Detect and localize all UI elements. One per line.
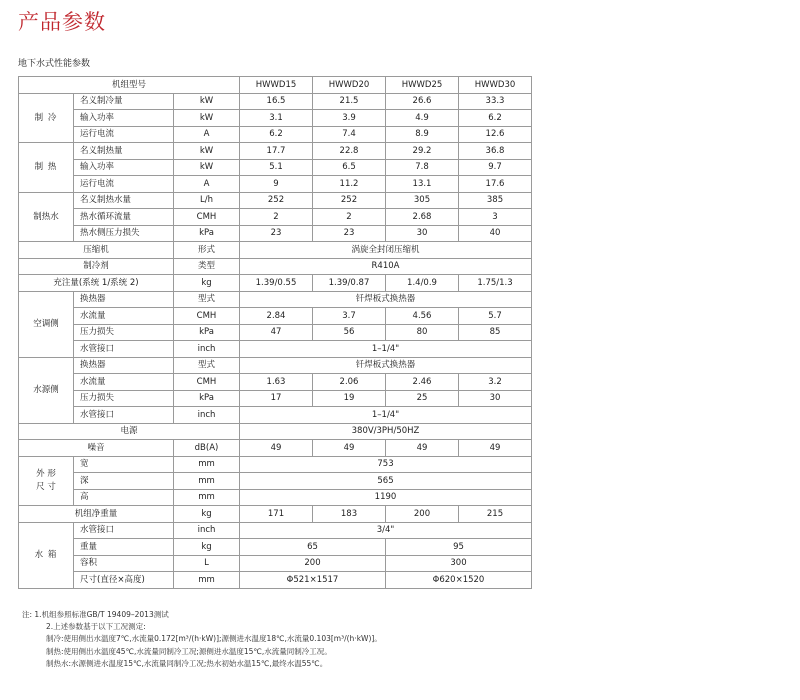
unit-cell: inch — [174, 522, 240, 539]
param-name: 容积 — [74, 555, 174, 572]
value-cell: 3.1 — [240, 110, 313, 127]
param-name: 高 — [74, 489, 174, 506]
section-subtitle: 地下水式性能参数 — [18, 59, 91, 69]
param-name: 输入功率 — [74, 159, 174, 176]
footnote-line: 制冷:使用侧出水温度7℃,水流量0.172[m³/(h·kW)];源侧进水温度18℃,水流量0.103[m³/(h·kW)]。 — [46, 634, 382, 644]
param-name: 运行电流 — [74, 126, 174, 143]
table-row — [19, 159, 532, 176]
category-source-side: 水源侧 — [19, 357, 74, 423]
param-name: 水管接口 — [74, 522, 174, 539]
value-cell: 33.3 — [459, 93, 532, 110]
param-name: 水流量 — [74, 374, 174, 391]
unit-cell: L — [174, 555, 240, 572]
value-cell: 47 — [240, 324, 313, 341]
param-name: 制冷剂 — [19, 258, 174, 275]
param-name: 水管接口 — [74, 341, 174, 358]
value-cell: 19 — [313, 390, 386, 407]
table-row — [19, 456, 532, 473]
unit-cell: kW — [174, 143, 240, 160]
value-cell: 252 — [313, 192, 386, 209]
unit-cell: 型式 — [174, 357, 240, 374]
param-name: 压力损失 — [74, 390, 174, 407]
table-row — [19, 489, 532, 506]
table-row — [19, 110, 532, 127]
value-cell: 17.6 — [459, 176, 532, 193]
value-cell: 钎焊板式换热器 — [240, 291, 532, 308]
value-cell: 1–1/4" — [240, 341, 532, 358]
table-row — [19, 506, 532, 523]
value-cell: 5.7 — [459, 308, 532, 325]
model-header: HWWD20 — [313, 77, 386, 94]
table-row — [19, 258, 532, 275]
unit-cell: mm — [174, 473, 240, 490]
footnote-line: 2.上述参数基于以下工况测定: — [46, 622, 146, 632]
header-row — [19, 77, 532, 94]
value-cell: 1190 — [240, 489, 532, 506]
value-cell: 380V/3PH/50HZ — [240, 423, 532, 440]
unit-cell: kPa — [174, 225, 240, 242]
unit-cell: kW — [174, 159, 240, 176]
table-row — [19, 242, 532, 259]
value-cell: 40 — [459, 225, 532, 242]
value-cell: 36.8 — [459, 143, 532, 160]
value-cell: 3 — [459, 209, 532, 226]
param-name: 运行电流 — [74, 176, 174, 193]
value-cell: 6.2 — [459, 110, 532, 127]
param-name: 宽 — [74, 456, 174, 473]
unit-cell: 类型 — [174, 258, 240, 275]
value-cell: 565 — [240, 473, 532, 490]
value-cell: 9.7 — [459, 159, 532, 176]
footnotes — [22, 609, 382, 670]
unit-cell: kg — [174, 275, 240, 292]
value-cell: 1–1/4" — [240, 407, 532, 424]
table-row — [19, 374, 532, 391]
value-cell: 215 — [459, 506, 532, 523]
table-row — [19, 291, 532, 308]
value-cell: 252 — [240, 192, 313, 209]
table-row — [19, 473, 532, 490]
param-name: 换热器 — [74, 291, 174, 308]
unit-cell: kPa — [174, 390, 240, 407]
table-row — [19, 192, 532, 209]
unit-cell: kW — [174, 93, 240, 110]
footnote-line: 制热水:水源侧进水温度15℃,水流量同制冷工况;热水初始水温15℃,最终水温55℃。 — [46, 658, 328, 668]
value-cell: 16.5 — [240, 93, 313, 110]
model-header: HWWD30 — [459, 77, 532, 94]
param-name: 水管接口 — [74, 407, 174, 424]
value-cell: 2.68 — [386, 209, 459, 226]
param-name: 名义制冷量 — [74, 93, 174, 110]
category-ac-side: 空调侧 — [19, 291, 74, 357]
table-row — [19, 341, 532, 358]
table-row — [19, 357, 532, 374]
value-cell: 6.2 — [240, 126, 313, 143]
param-name: 输入功率 — [74, 110, 174, 127]
value-cell: 12.6 — [459, 126, 532, 143]
value-cell: 2.06 — [313, 374, 386, 391]
unit-cell: CMH — [174, 374, 240, 391]
value-cell: 1.75/1.3 — [459, 275, 532, 292]
unit-cell: dB(A) — [174, 440, 240, 457]
value-cell: 753 — [240, 456, 532, 473]
table-row — [19, 440, 532, 457]
value-cell: 13.1 — [386, 176, 459, 193]
value-cell: 钎焊板式换热器 — [240, 357, 532, 374]
table-row — [19, 324, 532, 341]
param-name: 名义制热水量 — [74, 192, 174, 209]
value-cell: 1.39/0.87 — [313, 275, 386, 292]
unit-cell: kg — [174, 539, 240, 556]
value-cell: 17 — [240, 390, 313, 407]
value-cell: 25 — [386, 390, 459, 407]
unit-cell: inch — [174, 407, 240, 424]
param-name: 尺寸(直径×高度) — [74, 572, 174, 589]
value-cell: 2 — [313, 209, 386, 226]
param-name: 压力损失 — [74, 324, 174, 341]
value-cell: 171 — [240, 506, 313, 523]
footnote-line: 注: 1.机组参照标准GB/T 19409–2013测试 — [22, 610, 169, 619]
value-cell: 1.39/0.55 — [240, 275, 313, 292]
unit-cell: mm — [174, 456, 240, 473]
value-cell: 305 — [386, 192, 459, 209]
table-row — [19, 209, 532, 226]
param-name: 名义制热量 — [74, 143, 174, 160]
value-cell: 200 — [386, 506, 459, 523]
value-cell: 30 — [386, 225, 459, 242]
unit-cell: CMH — [174, 209, 240, 226]
unit-cell: inch — [174, 341, 240, 358]
value-cell: 3.9 — [313, 110, 386, 127]
table-row — [19, 390, 532, 407]
param-name: 噪音 — [19, 440, 174, 457]
value-cell: 3.7 — [313, 308, 386, 325]
value-cell: 2.46 — [386, 374, 459, 391]
value-cell: 11.2 — [313, 176, 386, 193]
unit-cell: A — [174, 176, 240, 193]
value-cell: 30 — [459, 390, 532, 407]
value-cell: 7.8 — [386, 159, 459, 176]
table-row — [19, 539, 532, 556]
value-cell: Φ521×1517 — [240, 572, 386, 589]
value-cell: 56 — [313, 324, 386, 341]
value-cell: 49 — [386, 440, 459, 457]
table-row — [19, 126, 532, 143]
footnote-line: 制热:使用侧出水温度45℃,水流量同制冷工况;源侧进水温度15℃,水流量同制冷工况。 — [46, 646, 332, 656]
unit-cell: kg — [174, 506, 240, 523]
category-heating: 制 热 — [19, 143, 74, 193]
table-row — [19, 423, 532, 440]
value-cell: 26.6 — [386, 93, 459, 110]
param-name: 热水循环流量 — [74, 209, 174, 226]
value-cell: 5.1 — [240, 159, 313, 176]
value-cell: 3.2 — [459, 374, 532, 391]
unit-cell: L/h — [174, 192, 240, 209]
unit-cell: kPa — [174, 324, 240, 341]
value-cell: 4.56 — [386, 308, 459, 325]
unit-cell: mm — [174, 572, 240, 589]
unit-cell: A — [174, 126, 240, 143]
value-cell: 涡旋全封闭压缩机 — [240, 242, 532, 259]
table-row — [19, 555, 532, 572]
value-cell: 17.7 — [240, 143, 313, 160]
spec-table — [18, 76, 532, 589]
table-row — [19, 143, 532, 160]
value-cell: 95 — [386, 539, 532, 556]
value-cell: 29.2 — [386, 143, 459, 160]
value-cell: 4.9 — [386, 110, 459, 127]
value-cell: 6.5 — [313, 159, 386, 176]
param-name: 电源 — [19, 423, 240, 440]
table-row — [19, 407, 532, 424]
value-cell: 49 — [459, 440, 532, 457]
param-name: 重量 — [74, 539, 174, 556]
value-cell: 385 — [459, 192, 532, 209]
dimensions-label: 外 形 尺 寸 — [36, 468, 56, 492]
value-cell: 23 — [313, 225, 386, 242]
value-cell: 49 — [240, 440, 313, 457]
unit-cell: mm — [174, 489, 240, 506]
value-cell: 65 — [240, 539, 386, 556]
value-cell: 23 — [240, 225, 313, 242]
value-cell: 85 — [459, 324, 532, 341]
value-cell: 3/4" — [240, 522, 532, 539]
table-row — [19, 308, 532, 325]
category-hot-water: 制热水 — [19, 192, 74, 242]
value-cell: 300 — [386, 555, 532, 572]
unit-cell: kW — [174, 110, 240, 127]
unit-cell: 型式 — [174, 291, 240, 308]
category-tank: 水 箱 — [19, 522, 74, 588]
value-cell: 2 — [240, 209, 313, 226]
table-row — [19, 176, 532, 193]
param-name: 热水侧压力损失 — [74, 225, 174, 242]
category-dimensions — [19, 456, 74, 506]
value-cell: Φ620×1520 — [386, 572, 532, 589]
unit-cell: 形式 — [174, 242, 240, 259]
value-cell: 21.5 — [313, 93, 386, 110]
param-name: 深 — [74, 473, 174, 490]
value-cell: 1.4/0.9 — [386, 275, 459, 292]
value-cell: 183 — [313, 506, 386, 523]
value-cell: R410A — [240, 258, 532, 275]
param-name: 换热器 — [74, 357, 174, 374]
value-cell: 49 — [313, 440, 386, 457]
value-cell: 80 — [386, 324, 459, 341]
unit-cell: CMH — [174, 308, 240, 325]
table-row — [19, 93, 532, 110]
table-row — [19, 225, 532, 242]
page-title: 产品参数 — [18, 10, 106, 34]
value-cell: 22.8 — [313, 143, 386, 160]
model-header: HWWD25 — [386, 77, 459, 94]
table-row — [19, 522, 532, 539]
category-cooling: 制 冷 — [19, 93, 74, 143]
value-cell: 200 — [240, 555, 386, 572]
model-header: HWWD15 — [240, 77, 313, 94]
header-label: 机组型号 — [19, 77, 240, 94]
table-row — [19, 572, 532, 589]
value-cell: 9 — [240, 176, 313, 193]
param-name: 充注量(系统 1/系统 2) — [19, 275, 174, 292]
param-name: 机组净重量 — [19, 506, 174, 523]
value-cell: 2.84 — [240, 308, 313, 325]
param-name: 水流量 — [74, 308, 174, 325]
param-name: 压缩机 — [19, 242, 174, 259]
value-cell: 1.63 — [240, 374, 313, 391]
value-cell: 8.9 — [386, 126, 459, 143]
table-row — [19, 275, 532, 292]
value-cell: 7.4 — [313, 126, 386, 143]
